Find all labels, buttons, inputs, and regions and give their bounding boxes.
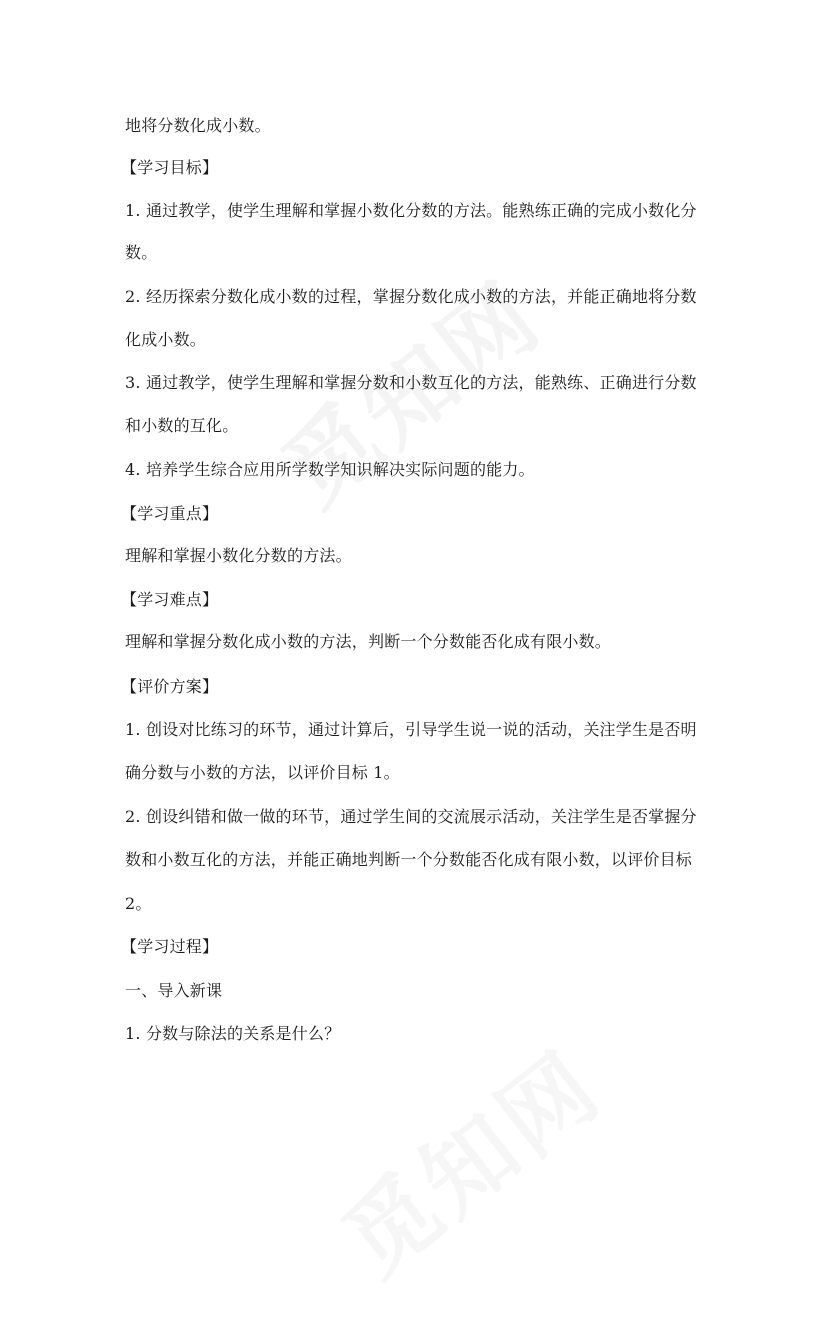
objective-2-line-2: 化成小数。 (125, 330, 207, 349)
watermark (252, 230, 609, 561)
objective-3-line-2: 和小数的互化。 (125, 416, 239, 435)
section-heading-evaluation: 【评价方案】 (121, 677, 219, 696)
evaluation-2-line-3: 2。 (125, 894, 152, 913)
subsection-heading-intro: 一、导入新课 (125, 981, 223, 1000)
watermark-bottom (312, 1000, 669, 1331)
section-heading-objectives: 【学习目标】 (121, 158, 219, 177)
objective-4: 4. 培养学生综合应用所学数学知识解决实际问题的能力。 (125, 460, 535, 479)
section-heading-process: 【学习过程】 (121, 937, 219, 956)
key-points-text: 理解和掌握小数化分数的方法。 (125, 546, 352, 565)
evaluation-2-line-1: 2. 创设纠错和做一做的环节，通过学生间的交流展示活动，关注学生是否掌握分 (125, 807, 697, 826)
evaluation-1-line-2: 确分数与小数的方法，以评价目标 1。 (125, 763, 400, 782)
objective-1-line-1: 1. 通过教学，使学生理解和掌握小数化分数的方法。能熟练正确的完成小数化分 (125, 201, 697, 220)
evaluation-1-line-1: 1. 创设对比练习的环节，通过计算后，引导学生说一说的活动，关注学生是否明 (125, 720, 697, 739)
objective-3-line-1: 3. 通过教学，使学生理解和掌握分数和小数互化的方法，能熟练、正确进行分数 (125, 373, 697, 392)
objective-2-line-1: 2. 经历探索分数化成小数的过程，掌握分数化成小数的方法，并能正确地将分数 (125, 287, 697, 306)
intro-question-1: 1. 分数与除法的关系是什么？ (125, 1024, 341, 1043)
section-heading-difficulties: 【学习难点】 (121, 590, 219, 609)
objective-1-line-2: 数。 (125, 243, 158, 262)
difficulties-text: 理解和掌握分数化成小数的方法，判断一个分数能否化成有限小数。 (125, 632, 612, 651)
section-heading-key-points: 【学习重点】 (121, 504, 219, 523)
evaluation-2-line-2: 数和小数互化的方法，并能正确地判断一个分数能否化成有限小数，以评价目标 (125, 850, 693, 869)
body-text: 地将分数化成小数。 (125, 116, 271, 135)
